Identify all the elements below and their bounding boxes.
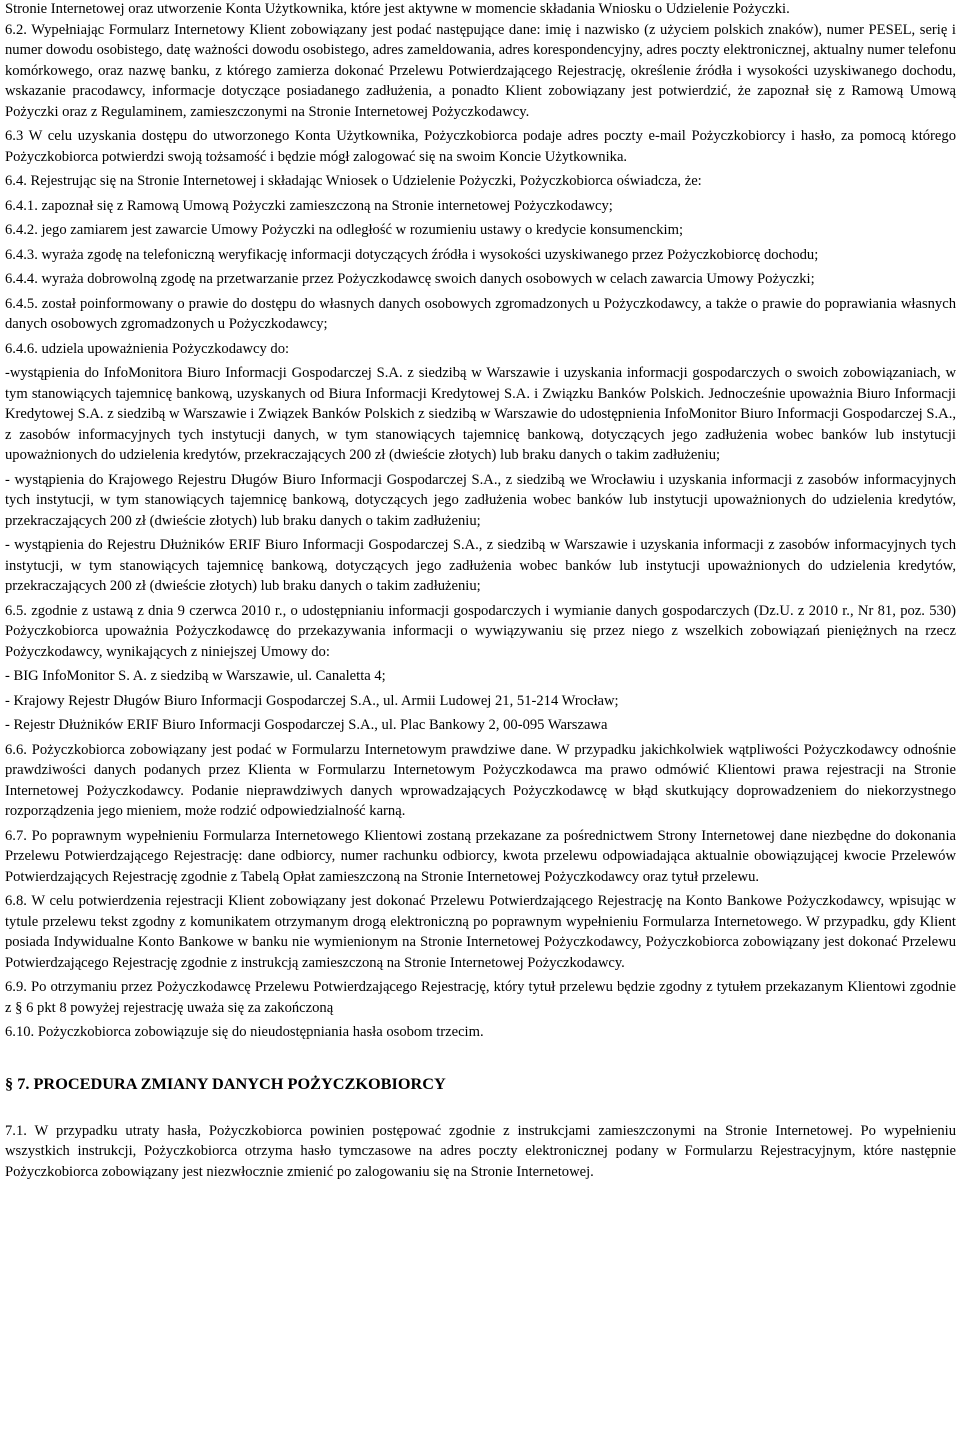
authorization-infomonitor: -wystąpienia do InfoMonitora Biuro Informacji Gospodarczej S.A. z siedzibą w Warszawie i uzyskania informacji gospodarczych o swoich zobowiązaniach, w tym stanowiących tajemnicę bankową, uzyskanych od Biura Informacji Kredytowej S.A. i Związku Banków Polskich. Jednocześnie upoważnia Biuro Informacji Kredytowej S.A. z siedzibą w Warszawie i Związek Banków Polskich z siedzibą w Warszawie do udostępnienia InfoMonitor Biuro Informacji Gospodarczej S.A., z zasobów informacyjnych tych instytucji danych, w tym stanowiących tajemnicę bankową, dotyczących jego zadłużenia wobec banków lub instytucji upoważnionych do udzielenia kredytów, przekraczających 200 zł (dwieście złotych) lub braku danych o takim zadłużeniu; [5,365,956,463]
bureau-big-infomonitor: - BIG InfoMonitor S. A. z siedzibą w Warszawie, ul. Canaletta 4; [5,668,386,684]
paragraph-6-4-6: 6.4.6. udziela upoważnienia Pożyczkodawcy do: [5,340,290,357]
paragraph-6-10: 6.10. Pożyczkobiorca zobowiązuje się do nieudostępniania hasła osobom trzecim. [5,1024,484,1040]
document-page [5,0,956,1186]
bureau-erif: - Rejestr Dłużników ERIF Biuro Informacji Gospodarczej S.A., ul. Plac Bankowy 2, 00-095 Warszawa [5,717,608,733]
paragraph-6-5: 6.5. zgodnie z ustawą z dnia 9 czerwca 2010 r., o udostępnianiu informacji gospodarczych i wymianie danych gospodarczych (Dz.U. z 2010 r., Nr 81, poz. 530) Pożyczkobiorca upoważnia Pożyczkodawcę do przekazywania informacji o wywiązywaniu się przez niego z wszelkich zobowiązań pieniężnych na rzecz Pożyczkodawcy, wynikających z niniejszej Umowy do: [5,602,956,660]
paragraph-6-3: 6.3 W celu uzyskania dostępu do utworzonego Konta Użytkownika, Pożyczkobiorca podaje adres poczty e-mail Pożyczkobiorcy i hasło, za pomocą którego Pożyczkobiorca potwierdzi swoją tożsamość i będzie mógł zalogować się na swoim Koncie Użytkownika. [5,128,956,165]
paragraph-6-4-4: 6.4.4. wyraża dobrowolną zgodę na przetwarzanie przez Pożyczkodawcę swoich danych osobowych w celach zawarcia Umowy Pożyczki; [5,271,815,287]
paragraph-7-1: 7.1. W przypadku utraty hasła, Pożyczkobiorca powinien postępować zgodnie z instrukcjami zamieszczonymi na Stronie Internetowej. Po wypełnieniu wszystkich instrukcji, Pożyczkobiorca otrzyma hasło tymczasowe na adres poczty elektronicznej podany w Formularzu Rejestracyjnym, które następnie Pożyczkobiorca zobowiązany jest niezwłocznie zmienić po zalogowaniu się na Stronie Internetowej. [5,1122,956,1180]
paragraph-6-1-continuation: Stronie Internetowej oraz utworzenie Konta Użytkownika, które jest aktywne w momencie składania Wniosku o Udzielenie Pożyczki. [5,1,790,17]
paragraph-6-4-1: 6.4.1. zapoznał się z Ramową Umową Pożyczki zamieszczoną na Stronie internetowej Pożyczkodawcy; [5,197,613,214]
paragraph-6-4-2: 6.4.2. jego zamiarem jest zawarcie Umowy Pożyczki na odległość w rozumieniu ustawy o kredycie konsumenckim; [5,222,684,238]
paragraph-6-4-3: 6.4.3. wyraża zgodę na telefoniczną weryfikację informacji dotyczących źródła i wysokości uzyskiwanego przez Pożyczkobiorcę dochodu; [5,246,819,263]
paragraph-6-9: 6.9. Po otrzymaniu przez Pożyczkodawcę Przelewu Potwierdzającego Rejestrację, który tytuł przelewu będzie zgodny z tytułem przekazanym Klientowi zgodnie z § 6 pkt 8 powyżej rejestrację uważa się za zakończoną [5,979,956,1016]
paragraph-6-7: 6.7. Po poprawnym wypełnieniu Formularza Internetowego Klientowi zostaną przekazane za pośrednictwem Strony Internetowej dane niezbędne do dokonania Przelewu Potwierdzającego Rejestrację: dane odbiorcy, numer rachunku odbiorcy, kwota przelewu odpowiadająca aktualnie obowiązującej kwocie Przelewów Potwierdzających Rejestrację zgodnie z Tabelą Opłat zamieszczoną na Stronie Internetowej Pożyczkodawcy oraz tytuł przelewu. [5,827,956,885]
paragraph-6-4-5: 6.4.5. został poinformowany o prawie do dostępu do własnych danych osobowych zgromadzonych u Pożyczkodawcy, a także o prawie do poprawiania własnych danych osobowych zgromadzonych u Pożyczkodawcy; [5,295,956,332]
paragraph-6-6: 6.6. Pożyczkobiorca zobowiązany jest podać w Formularzu Internetowym prawdziwe dane. W przypadku jakichkolwiek wątpliwości Pożyczkodawcy odnośnie prawdziwości danych podanych przez Klienta w Formularzu Internetowym Pożyczkodawca ma prawo odmówić Klientowi prawa rejestracji na Stronie Internetowej Pożyczkodawcy. Podanie nieprawdziwych danych wprowadzających Pożyczkodawcę w błąd skutkujący doprowadzeniem do niekorzystnego rozporządzenia jego mieniem, może rodzić odpowiedzialność karną. [5,741,956,819]
section-7-heading: § 7. PROCEDURA ZMIANY DANYCH POŻYCZKOBIORCY [5,1073,446,1093]
authorization-krd: - wystąpienia do Krajowego Rejestru Długów Biuro Informacji Gospodarczej S.A., z siedzibą we Wrocławiu i uzyskania informacji z zasobów informacyjnych tych instytucji, w tym stanowiących tajemnicę bankową, dotyczących jego zadłużenia wobec banków lub instytucji upoważnionych do udzielenia kredytów, przekraczających 200 zł (dwieście złotych) lub braku danych o takim zadłużeniu; [5,471,956,529]
bureau-krd: - Krajowy Rejestr Długów Biuro Informacji Gospodarczej S.A., ul. Armii Ludowej 21, 51-214 Wrocław; [5,692,619,709]
authorization-erif: - wystąpienia do Rejestru Dłużników ERIF Biuro Informacji Gospodarczej S.A., z siedzibą w Warszawie i uzyskania informacji z zasobów informacyjnych tych instytucji, w tym stanowiących tajemnicę bankową, dotyczących jego zadłużenia wobec banków lub instytucji upoważnionych do udzielenia kredytów, przekraczających 200 zł (dwieście złotych) lub braku danych o takim zadłużeniu; [5,537,956,594]
paragraph-6-4: 6.4. Rejestrując się na Stronie Internetowej i składając Wniosek o Udzielenie Pożyczki, Pożyczkobiorca oświadcza, że: [5,173,702,189]
paragraph-6-8: 6.8. W celu potwierdzenia rejestracji Klient zobowiązany jest dokonać Przelewu Potwierdzającego Rejestrację na Konto Bankowe Pożyczkodawcy, wpisując w tytule przelewu tekst zgodny z komunikatem otrzymanym drogą elektroniczną po poprawnym wypełnieniu Formularza Internetowego. W przypadku, gdy Klient posiada Indywidualne Konto Bankowe w banku nie wymienionym na Stronie Internetowej Pożyczkodawcy, Pożyczkobiorca zobowiązany jest dokonać Przelewu Potwierdzającego Rejestrację zgodnie z instrukcją zamieszczoną na Stronie Internetowej Pożyczkodawcy. [5,893,956,971]
paragraph-6-2: 6.2. Wypełniając Formularz Internetowy Klient zobowiązany jest podać następujące dane: imię i nazwisko (z użyciem polskich znaków), numer PESEL, serię i numer dowodu osobistego, datę ważności dowodu osobistego, adres zameldowania, adres korespondencyjny, adres poczty elektronicznej, aktualny numer telefonu komórkowego, oraz nazwę banku, z którego zamierza dokonać Przelewu Potwierdzającego Rejestrację, określenie źródła i wysokości uzyskiwanego dochodu, wskazanie pracodawcy, informacje dotyczące posiadanego zadłużenia, a ponadto Klient zobowiązany jest potwierdzić, że zapoznał się z Ramową Umową Pożyczki oraz z Regulaminem, zamieszczonymi na Stronie Internetowej Pożyczkodawcy. [5,21,957,120]
